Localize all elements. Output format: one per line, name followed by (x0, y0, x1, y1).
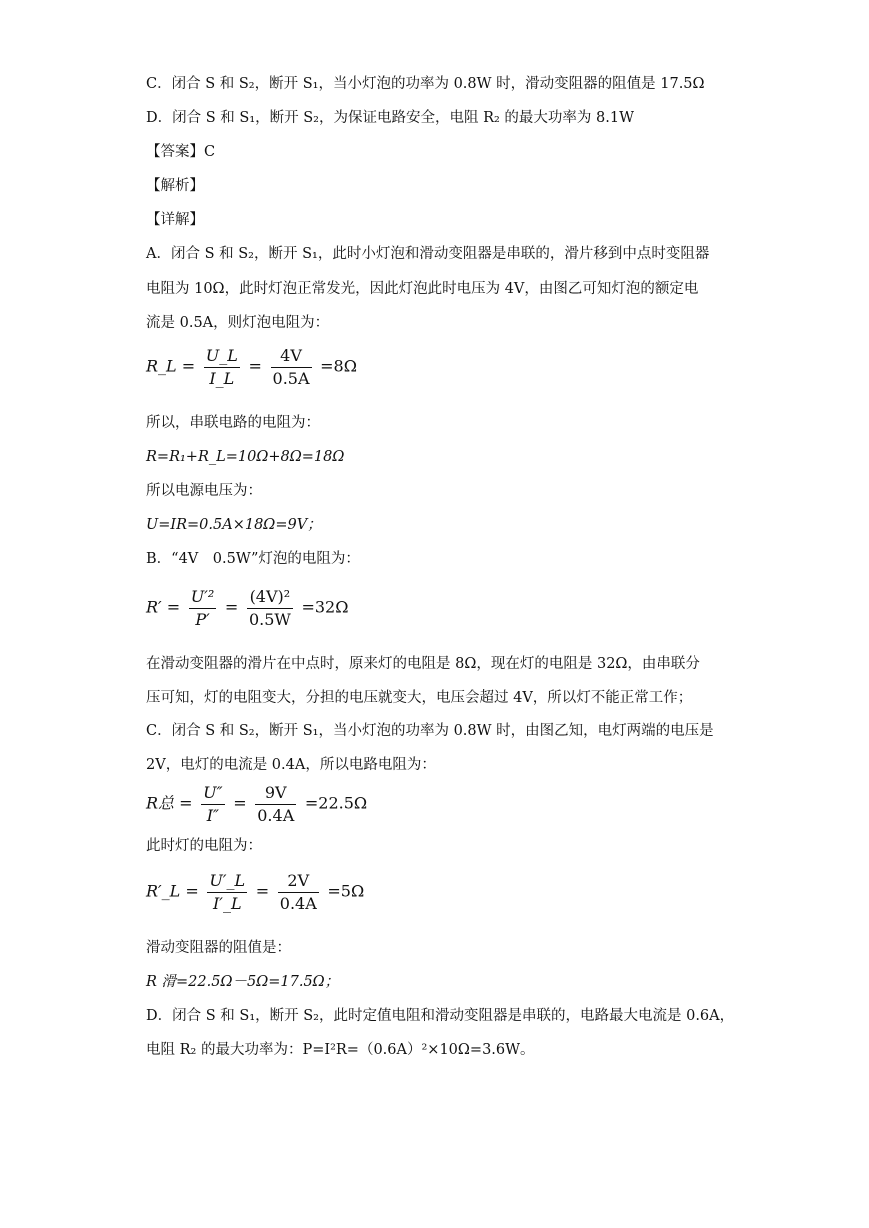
eq2-frac2 (247, 586, 293, 631)
eq2-num2: (4V)² (247, 586, 293, 609)
line-b1: B．“4V 0.5W”灯泡的电阻为： (146, 551, 360, 567)
line-d1: D．闭合 S 和 S₁，断开 S₂，此时定值电阻和滑动变阻器是串联的，电路最大电流是 0.6A， (146, 1008, 735, 1024)
line-b3: 压可知，灯的电阻变大，分担的电压就变大，电压会超过 4V，所以灯不能正常工作； (146, 690, 693, 706)
eq1-result: =8Ω (320, 356, 357, 376)
eq3-result: =22.5Ω (304, 793, 368, 813)
line-b2: 在滑动变阻器的滑片在中点时，原来灯的电阻是 8Ω，现在灯的电阻是 32Ω，由串联分 (146, 656, 700, 672)
line-a2: 电阻为 10Ω，此时灯泡正常发光，因此灯泡此时电压为 4V，由图乙可知灯泡的额定电 (146, 281, 699, 297)
line-c2: 2V，电灯的电流是 0.4A，所以电路电阻为： (146, 757, 436, 773)
answer-heading: 【答案】C (146, 144, 216, 160)
equation-r-total: R总 = $\frac{U''}{I''}$ = $\frac{9V}{0.4A}$ =22.5Ω (146, 783, 368, 825)
line-so1: 所以，串联电路的电阻为： (146, 415, 320, 431)
eq1-den2: 0.5A (272, 369, 310, 388)
line-c4: 滑动变阻器的阻值是： (146, 940, 291, 956)
eq1-den1: I_L (209, 369, 235, 388)
eq4-num2: 2V (278, 870, 319, 893)
eq4-den1: I′_L (212, 894, 242, 913)
line-a1: A．闭合 S 和 S₂，断开 S₁，此时小灯泡和滑动变阻器是串联的，滑片移到中点时变阻器 (146, 246, 710, 262)
analysis-heading: 【解析】 (146, 178, 204, 194)
line-c1: C．闭合 S 和 S₂，断开 S₁，当小灯泡的功率为 0.8W 时，由图乙知，电灯两端的电压是 (146, 723, 714, 739)
equation-r-prime: R′ = $\frac{\text{U′²}}{P'}$ = $\frac{\text{(4V)²}}{0.5W}$ =32Ω (146, 587, 349, 629)
eq4-frac1 (207, 870, 247, 915)
line-u-eq: U=IR=0.5A×18Ω=9V； (146, 517, 322, 533)
line-a3: 流是 0.5A，则灯泡电阻为： (146, 315, 330, 331)
eq4-lhs: R′_L = (146, 881, 199, 901)
eq3-num1: U″ (201, 782, 224, 805)
eq1-num1: U_L (204, 345, 240, 368)
eq3-lhs: R总 = (146, 793, 193, 813)
line-so2: 所以电源电压为： (146, 483, 262, 499)
eq2-num1: U′² (189, 586, 217, 609)
eq4-num1: U′_L (207, 870, 247, 893)
line-c3: 此时灯的电阻为： (146, 838, 262, 854)
eq1-lhs: R_L = (146, 356, 196, 376)
eq2-den2: 0.5W (248, 610, 291, 629)
eq2-lhs: R′ = (146, 597, 181, 617)
eq1-frac2 (271, 345, 312, 390)
eq3-frac1 (201, 782, 224, 827)
eq4-result: =5Ω (327, 881, 365, 901)
eq3-num2: 9V (255, 782, 296, 805)
line-c5: R 滑=22.5Ω－5Ω=17.5Ω； (146, 974, 340, 990)
eq2-result: =32Ω (301, 597, 349, 617)
eq3-den1: I″ (206, 806, 220, 825)
equation-rl: R_L = $\frac{U\_L}{I\_L}$ = $\frac{4V}{0.5A}$ =8Ω (146, 346, 357, 388)
line-c-option: C．闭合 S 和 S₂，断开 S₁，当小灯泡的功率为 0.8W 时，滑动变阻器的阻值是 17.5Ω (146, 76, 705, 92)
eq2-frac1 (189, 586, 217, 631)
eq3-frac2 (255, 782, 296, 827)
eq3-den2: 0.4A (257, 806, 295, 825)
line-r-total: R=R₁+R_L=10Ω+8Ω=18Ω (146, 449, 345, 465)
detail-heading: 【详解】 (146, 212, 204, 228)
eq1-frac1 (204, 345, 240, 390)
equation-rl-prime: R′_L = $\frac{U'\_L}{I'\_L}$ = $\frac{2V}{0.4A}$ =5Ω (146, 871, 365, 913)
eq4-den2: 0.4A (279, 894, 317, 913)
line-d2: 电阻 R₂ 的最大功率为：P=I²R=（0.6A）²×10Ω=3.6W。 (146, 1042, 535, 1058)
eq4-frac2 (278, 870, 319, 915)
eq1-num2: 4V (271, 345, 312, 368)
eq2-den1: P′ (195, 610, 210, 629)
line-d-option: D．闭合 S 和 S₁，断开 S₂，为保证电路安全，电阻 R₂ 的最大功率为 8.1W (146, 110, 635, 126)
